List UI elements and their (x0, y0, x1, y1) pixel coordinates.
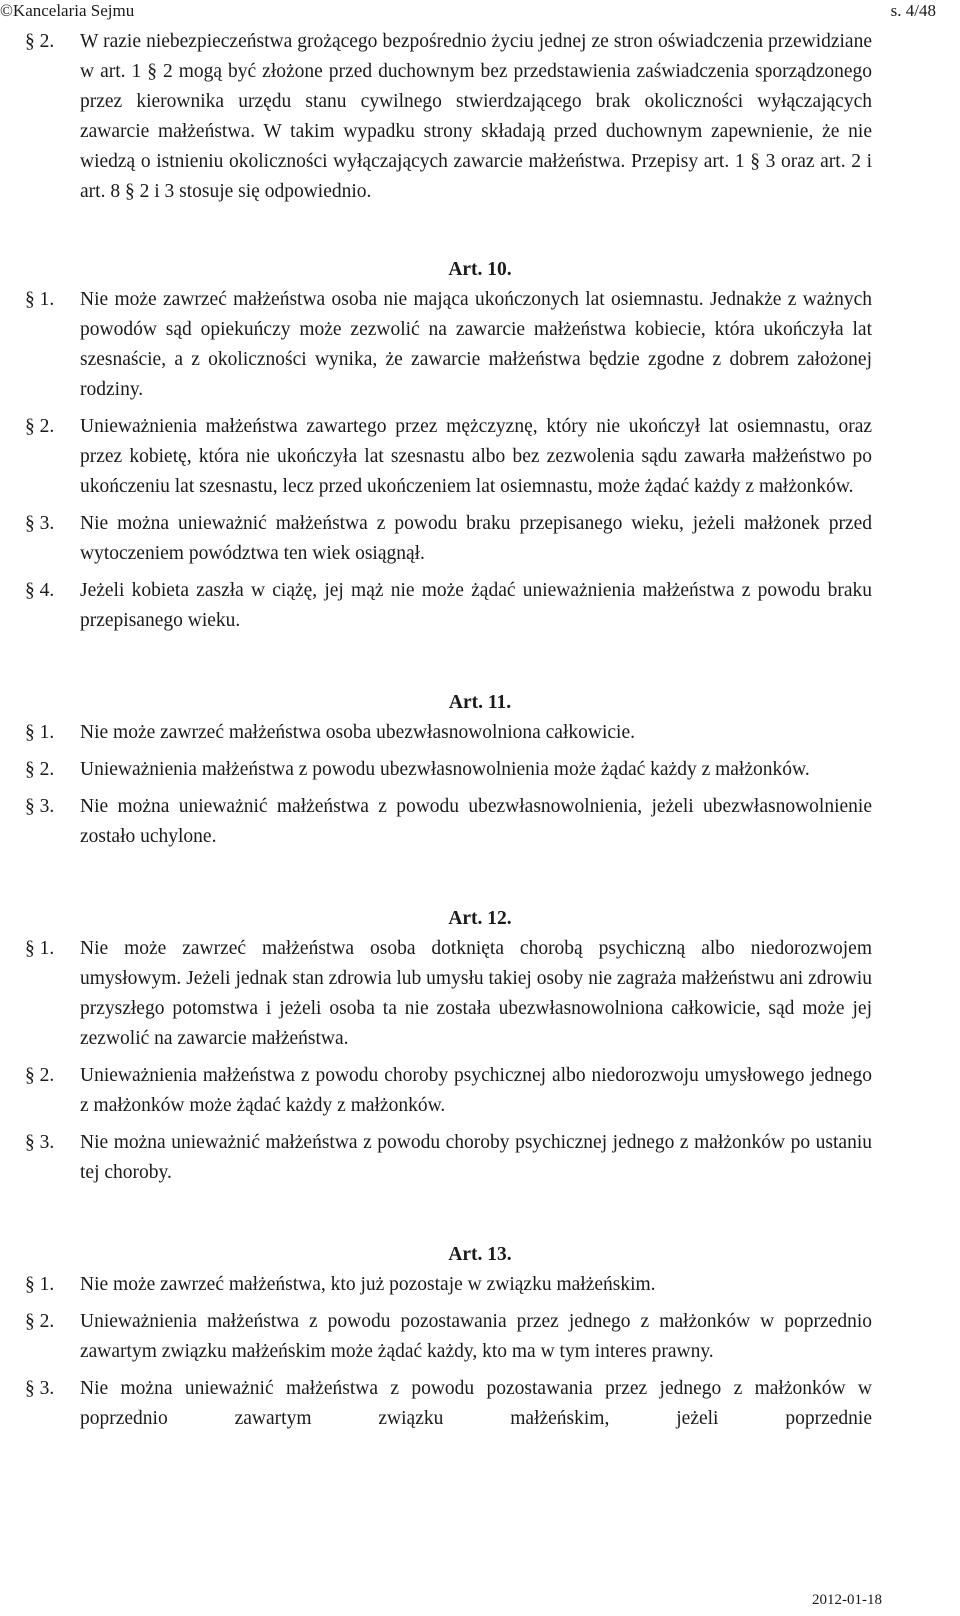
intro-paragraph: § 2. W razie niebezpieczeństwa grożącego bezpośrednio życiu jednej ze stron oświadczenia przewidziane w art. 1 § 2 mogą być złożone przed duchownym bez przedstawienia zaświadczenia sporządzonego przez kierownika urzędu stanu cywilnego stwierdzającego brak okoliczności wyłączających zawarcie małżeństwa. W takim wypadku strony składają przed duchownym zapewnienie, że nie wiedzą o istnieniu okoliczności wyłączających zawarcie małżeństwa. Przepisy art. 1 § 3 oraz art. 2 i art. 8 § 2 i 3 stosuje się odpowiednio. (80, 27, 872, 207)
article-paragraph: § 3. Nie można unieważnić małżeństwa z powodu braku przepisanego wieku, jeżeli małżonek przed wytoczeniem powództwa ten wiek osiągnął. (80, 509, 872, 569)
paragraph-marker: § 2. (25, 1065, 55, 1086)
article-paragraph: § 2. Unieważnienia małżeństwa z powodu choroby psychicznej albo niedorozwoju umysłowego jednego z małżonków może żądać każdy z małżonków. (80, 1061, 872, 1121)
paragraph-marker: § 3. (25, 1378, 55, 1399)
article-paragraph: § 1. Nie może zawrzeć małżeństwa osoba nie mająca ukończonych lat osiemnastu. Jednakże z ważnych powodów sąd opiekuńczy może zezwolić na zawarcie małżeństwa kobiecie, która ukończyła lat szesnaście, a z okoliczności wynika, że zawarcie małżeństwa będzie zgodne z dobrem założonej rodziny. (80, 285, 872, 405)
paragraph-marker: § 1. (25, 289, 55, 310)
page-number: s. 4/48 (890, 1, 936, 20)
article-11 (0, 688, 960, 852)
paragraph-marker: § 1. (25, 722, 55, 743)
paragraph-marker: § 2. (25, 759, 55, 780)
article-title: Art. 12. (448, 908, 512, 929)
header-copyright: ©Kancelaria Sejmu (0, 1, 135, 20)
article-10 (0, 255, 960, 636)
article-title: Art. 10. (448, 259, 512, 280)
article-13 (0, 1240, 960, 1434)
article-paragraph: § 3. Nie można unieważnić małżeństwa z powodu pozostawania przez jednego z małżonków w poprzednio zawartym związku małżeńskim, jeżeli poprzednie (80, 1374, 872, 1434)
footer-date: 2012-01-18 (812, 1592, 882, 1608)
article-paragraph: § 3. Nie można unieważnić małżeństwa z powodu choroby psychicznej jednego z małżonków po ustaniu tej choroby. (80, 1128, 872, 1188)
article-paragraph: § 3. Nie można unieważnić małżeństwa z powodu ubezwłasnowolnienia, jeżeli ubezwłasnowolnienie zostało uchylone. (80, 792, 872, 852)
article-paragraph: § 2. Unieważnienia małżeństwa z powodu pozostawania przez jednego z małżonków w poprzednio zawartym związku małżeńskim może żądać każdy, kto ma w tym interes prawny. (80, 1307, 872, 1367)
paragraph-marker: § 3. (25, 1132, 55, 1153)
article-title: Art. 13. (448, 1244, 512, 1265)
paragraph-marker: § 2. (25, 1311, 55, 1332)
article-paragraph: § 1. Nie może zawrzeć małżeństwa, kto już pozostaje w związku małżeńskim. (80, 1270, 872, 1300)
article-paragraph: § 2. Unieważnienia małżeństwa z powodu ubezwłasnowolnienia może żądać każdy z małżonków. (80, 755, 872, 785)
paragraph-marker: § 4. (25, 580, 55, 601)
paragraph-marker: § 2. (25, 31, 55, 52)
article-paragraph: § 4. Jeżeli kobieta zaszła w ciążę, jej mąż nie może żądać unieważnienia małżeństwa z powodu braku przepisanego wieku. (80, 576, 872, 636)
paragraph-marker: § 3. (25, 513, 55, 534)
article-paragraph: § 1. Nie może zawrzeć małżeństwa osoba dotknięta chorobą psychiczną albo niedorozwojem umysłowym. Jeżeli jednak stan zdrowia lub umysłu takiej osoby nie zagraża małżeństwu ani zdrowiu przyszłego potomstwa i jeżeli osoba ta nie została ubezwłasnowolniona całkowicie, sąd może jej zezwolić na zawarcie małżeństwa. (80, 934, 872, 1054)
paragraph-marker: § 1. (25, 938, 55, 959)
article-title: Art. 11. (448, 692, 512, 713)
article-12 (0, 904, 960, 1188)
paragraph-marker: § 2. (25, 416, 55, 437)
paragraph-marker: § 1. (25, 1274, 55, 1295)
article-paragraph: § 1. Nie może zawrzeć małżeństwa osoba ubezwłasnowolniona całkowicie. (80, 718, 872, 748)
paragraph-marker: § 3. (25, 796, 55, 817)
document-body (0, 27, 960, 1434)
article-paragraph: § 2. Unieważnienia małżeństwa zawartego przez mężczyznę, który nie ukończył lat osiemnastu, oraz przez kobietę, która nie ukończyła lat szesnastu albo bez zezwolenia sądu zawarła małżeństwo po ukończeniu lat szesnastu, lecz przed ukończeniem lat osiemnastu, może żądać każdy z małżonków. (80, 412, 872, 502)
